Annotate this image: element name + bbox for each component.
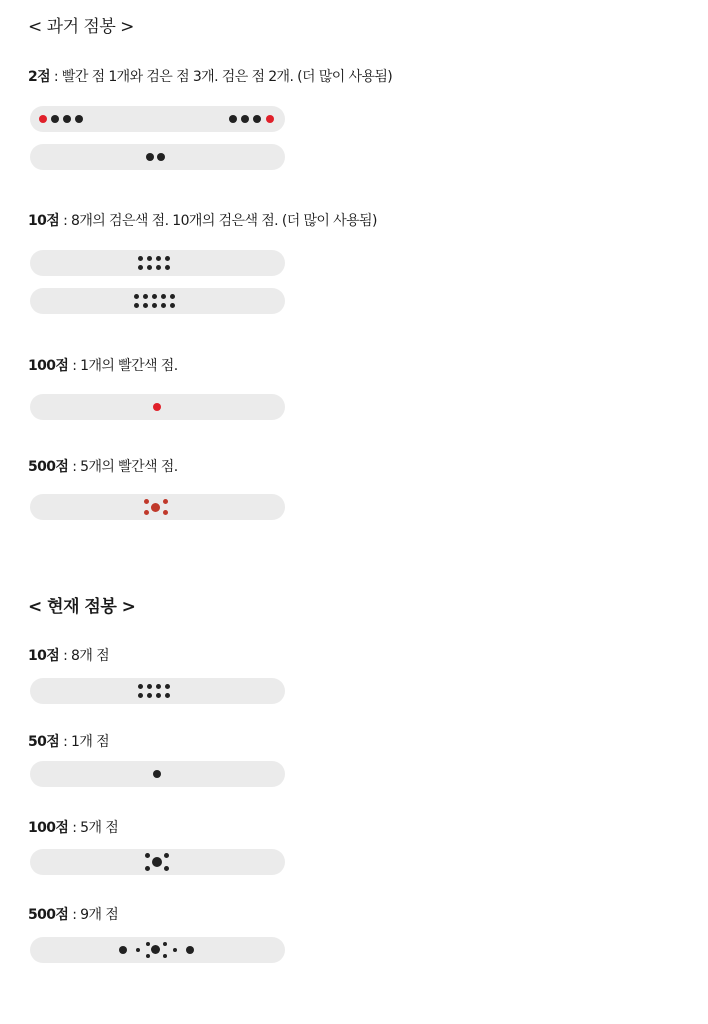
black-dot	[156, 256, 161, 261]
black-dot	[156, 684, 161, 689]
red-dot	[151, 503, 160, 512]
current-500-label	[28, 904, 118, 924]
black-dot	[186, 946, 194, 954]
black-dot	[75, 115, 83, 123]
black-dot	[145, 853, 150, 858]
description: : 5개 점	[68, 820, 119, 836]
current-50-stick	[30, 761, 285, 787]
points: 50점	[28, 734, 60, 750]
black-dot	[151, 945, 160, 954]
description: : 빨간 점 1개와 검은 점 3개. 검은 점 2개. (더 많이 사용됨)	[50, 69, 393, 85]
black-dot	[170, 303, 175, 308]
past-10-stick-b	[30, 288, 285, 314]
black-dot	[164, 866, 169, 871]
black-dot	[119, 946, 127, 954]
points: 100점	[28, 820, 69, 836]
black-dot	[164, 853, 169, 858]
black-dot	[157, 153, 165, 161]
current-500-stick	[30, 937, 285, 963]
black-dot	[51, 115, 59, 123]
black-dot	[146, 153, 154, 161]
black-dot	[165, 693, 170, 698]
points: 2점	[28, 69, 51, 85]
red-dot	[153, 403, 161, 411]
points: 100점	[28, 358, 69, 374]
black-dot	[134, 294, 139, 299]
black-dot	[153, 770, 161, 778]
black-dot	[138, 265, 143, 270]
past-2-stick-a	[30, 106, 285, 132]
black-dot	[138, 693, 143, 698]
description: : 1개의 빨간색 점.	[68, 358, 178, 374]
past-500-label	[28, 456, 178, 476]
black-dot	[161, 294, 166, 299]
black-dot	[143, 294, 148, 299]
past-2-label	[28, 66, 392, 86]
black-dot	[138, 684, 143, 689]
black-dot	[147, 684, 152, 689]
red-dot	[163, 510, 168, 515]
black-dot	[170, 294, 175, 299]
black-dot	[134, 303, 139, 308]
red-dot	[144, 510, 149, 515]
description: : 1개 점	[59, 734, 110, 750]
black-dot	[138, 256, 143, 261]
current-100-label	[28, 817, 118, 837]
black-dot	[152, 857, 162, 867]
current-10-stick	[30, 678, 285, 704]
black-dot	[147, 265, 152, 270]
black-dot	[146, 942, 150, 946]
black-dot	[143, 303, 148, 308]
past-100-label	[28, 355, 178, 375]
past-500-stick	[30, 494, 285, 520]
current-50-label	[28, 731, 109, 751]
past-10-label	[28, 210, 377, 230]
black-dot	[152, 303, 157, 308]
black-dot	[165, 684, 170, 689]
description: : 9개 점	[68, 907, 119, 923]
black-dot	[241, 115, 249, 123]
black-dot	[147, 693, 152, 698]
black-dot	[229, 115, 237, 123]
black-dot	[146, 954, 150, 958]
black-dot	[163, 954, 167, 958]
red-dot	[39, 115, 47, 123]
red-dot	[144, 499, 149, 504]
black-dot	[152, 294, 157, 299]
current-section-title: < 현재 점봉 >	[28, 597, 136, 617]
points: 10점	[28, 213, 60, 229]
black-dot	[136, 948, 140, 952]
past-section-title: < 과거 점봉 >	[28, 17, 134, 37]
black-dot	[253, 115, 261, 123]
past-100-stick	[30, 394, 285, 420]
black-dot	[165, 256, 170, 261]
black-dot	[156, 693, 161, 698]
black-dot	[63, 115, 71, 123]
past-2-stick-b	[30, 144, 285, 170]
black-dot	[147, 256, 152, 261]
description: : 8개의 검은색 점. 10개의 검은색 점. (더 많이 사용됨)	[59, 213, 377, 229]
black-dot	[145, 866, 150, 871]
points: 10점	[28, 648, 60, 664]
description: : 5개의 빨간색 점.	[68, 459, 178, 475]
points: 500점	[28, 907, 69, 923]
red-dot	[266, 115, 274, 123]
black-dot	[156, 265, 161, 270]
black-dot	[165, 265, 170, 270]
red-dot	[163, 499, 168, 504]
black-dot	[161, 303, 166, 308]
current-10-label	[28, 645, 109, 665]
black-dot	[173, 948, 177, 952]
past-10-stick-a	[30, 250, 285, 276]
points: 500점	[28, 459, 69, 475]
black-dot	[163, 942, 167, 946]
current-100-stick	[30, 849, 285, 875]
description: : 8개 점	[59, 648, 110, 664]
